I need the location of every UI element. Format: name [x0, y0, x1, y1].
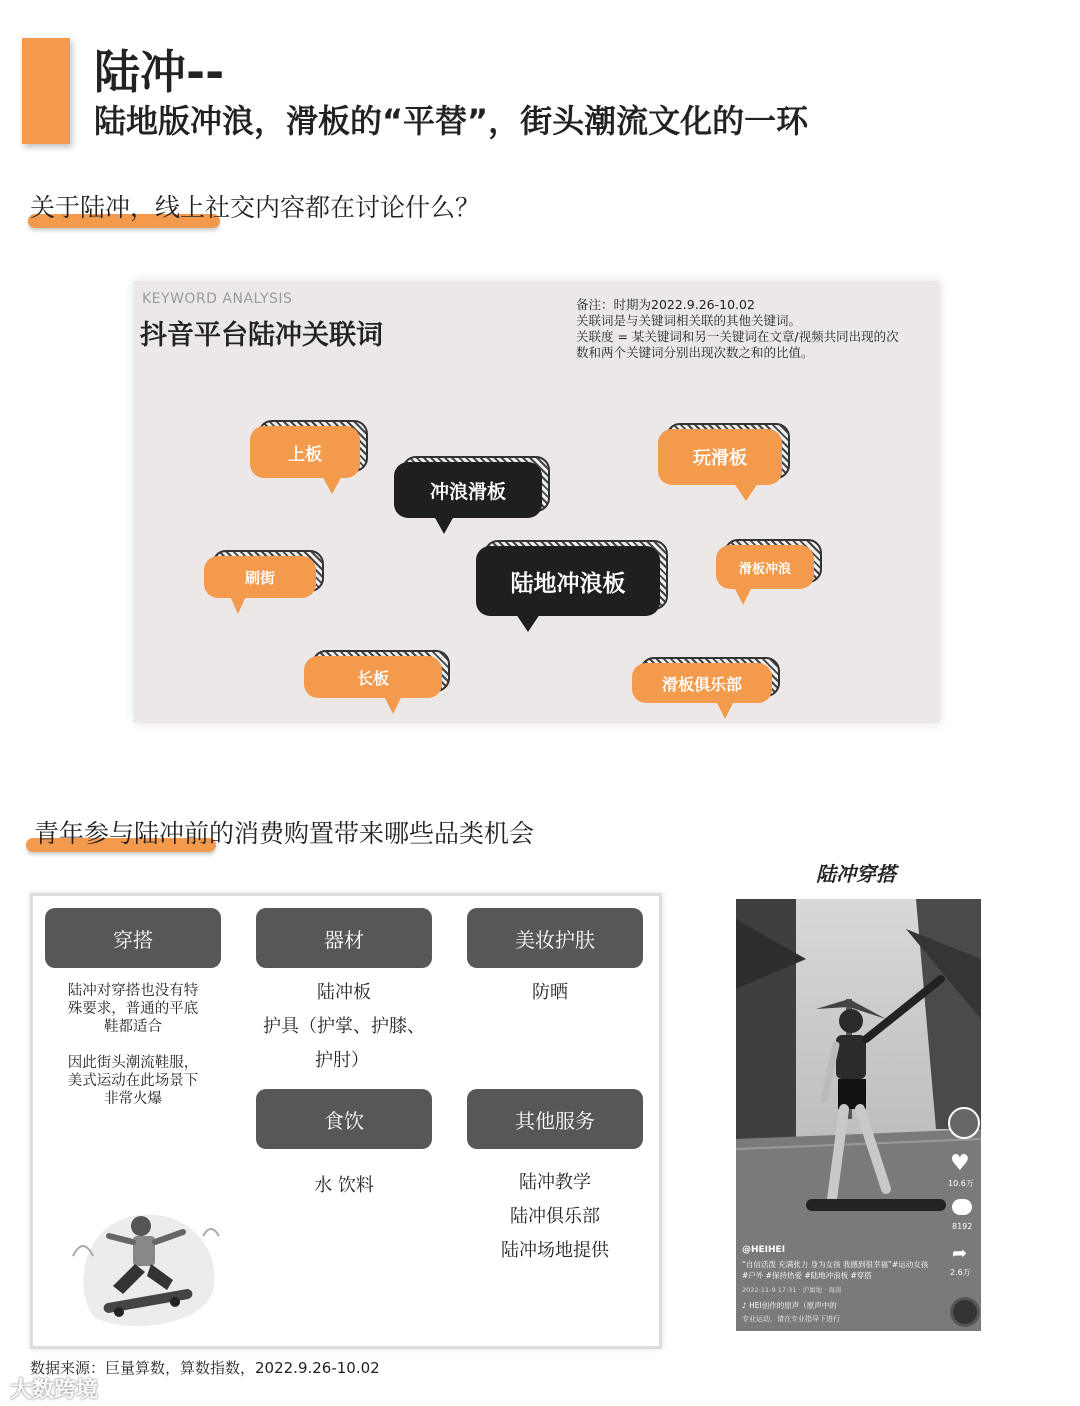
comment-icon[interactable]: [952, 1199, 972, 1215]
keyword-panel: [134, 281, 940, 723]
note-line: 数和两个关键词分别出现次数之和的比值。: [576, 345, 814, 360]
data-source: 数据来源：巨量算数，算数指数，2022.9.26-10.02: [30, 1359, 380, 1377]
video-description: “自信活泼 充满张力 身为女孩 我感到很幸福”#运动女孩 #户外 #保持热爱 #陆地冲浪板 #穿搭: [742, 1260, 929, 1280]
watermark: 大数跨境: [10, 1378, 99, 1403]
comment-count: 8192: [952, 1222, 973, 1231]
video-username[interactable]: @HEIHEI: [742, 1245, 786, 1255]
section-heading-social: 关于陆冲，线上社交内容都在讨论什么？: [30, 193, 481, 222]
category-panel: [30, 893, 662, 1349]
video-meta: 2022-11-9 17:31 · 沪属地 · 海南: [742, 1286, 842, 1294]
beauty-items: 防晒: [532, 982, 568, 1003]
page-title: 陆冲--: [94, 45, 225, 99]
keyword-tag: KEYWORD ANALYSIS: [142, 291, 293, 307]
keyword-bubble-shangban: 上板: [250, 426, 360, 478]
video-music: ♪ HEI创作的原声（原声中的: [742, 1301, 837, 1310]
food-items: 水 饮料: [314, 1175, 374, 1196]
outfit-caption: 陆冲穿搭: [816, 862, 896, 886]
skateboarder-illustration: [63, 1196, 223, 1336]
services-items: 陆冲教学 陆冲俱乐部 陆冲场地提供: [501, 1172, 609, 1261]
keyword-title: 抖音平台陆冲关联词: [140, 320, 383, 351]
title-accent-bar: [22, 38, 70, 144]
category-equipment: 器材: [256, 908, 432, 968]
keyword-bubble-huaban-julebu: 滑板俱乐部: [632, 663, 772, 703]
category-services: 其他服务: [467, 1089, 643, 1149]
like-count: 10.6万: [948, 1179, 974, 1188]
category-food: 食饮: [256, 1089, 432, 1149]
share-count: 2.6万: [950, 1268, 971, 1277]
keyword-bubble-shuajie: 刷街: [204, 556, 316, 598]
category-beauty: 美妆护肤: [467, 908, 643, 968]
keyword-bubble-chonglang-huaban: 冲浪滑板: [394, 462, 542, 518]
outfit-description: 陆冲对穿搭也没有特 殊要求，普通的平底 鞋都适合 因此街头潮流鞋服， 美式运动在此场景下 非常火爆: [67, 983, 199, 1107]
keyword-note: [576, 297, 899, 361]
music-disc-icon[interactable]: [950, 1297, 980, 1327]
page-subtitle: 陆地版冲浪，滑板的“平替”，街头潮流文化的一环: [94, 102, 809, 140]
keyword-bubble-huaban-chonglang: 滑板冲浪: [716, 545, 814, 589]
share-icon[interactable]: ➦: [952, 1243, 968, 1264]
note-line: 关联词是与关键词相关联的其他关键词。: [576, 313, 802, 328]
section-heading-categories: 青年参与陆冲前的消费购置带来哪些品类机会: [34, 819, 535, 848]
equipment-items: 陆冲板 护具（护掌、护膝、 护肘）: [263, 982, 425, 1071]
heart-icon[interactable]: ♥: [950, 1151, 970, 1176]
avatar[interactable]: [948, 1107, 980, 1139]
keyword-bubble-changban: 长板: [304, 656, 442, 698]
category-outfit: 穿搭: [45, 908, 221, 968]
note-line: 关联度 = 某关键词和另一关键词在文章/视频共同出现的次: [576, 329, 899, 344]
video-warning: 专业运动，请在专业指导下进行: [742, 1315, 840, 1323]
douyin-video-screenshot: [736, 899, 981, 1331]
note-line: 备注：时期为2022.9.26-10.02: [576, 297, 755, 312]
keyword-bubble-wan-huaban: 玩滑板: [658, 429, 782, 485]
keyword-bubble-ludi-chonglangban: 陆地冲浪板: [476, 546, 660, 616]
